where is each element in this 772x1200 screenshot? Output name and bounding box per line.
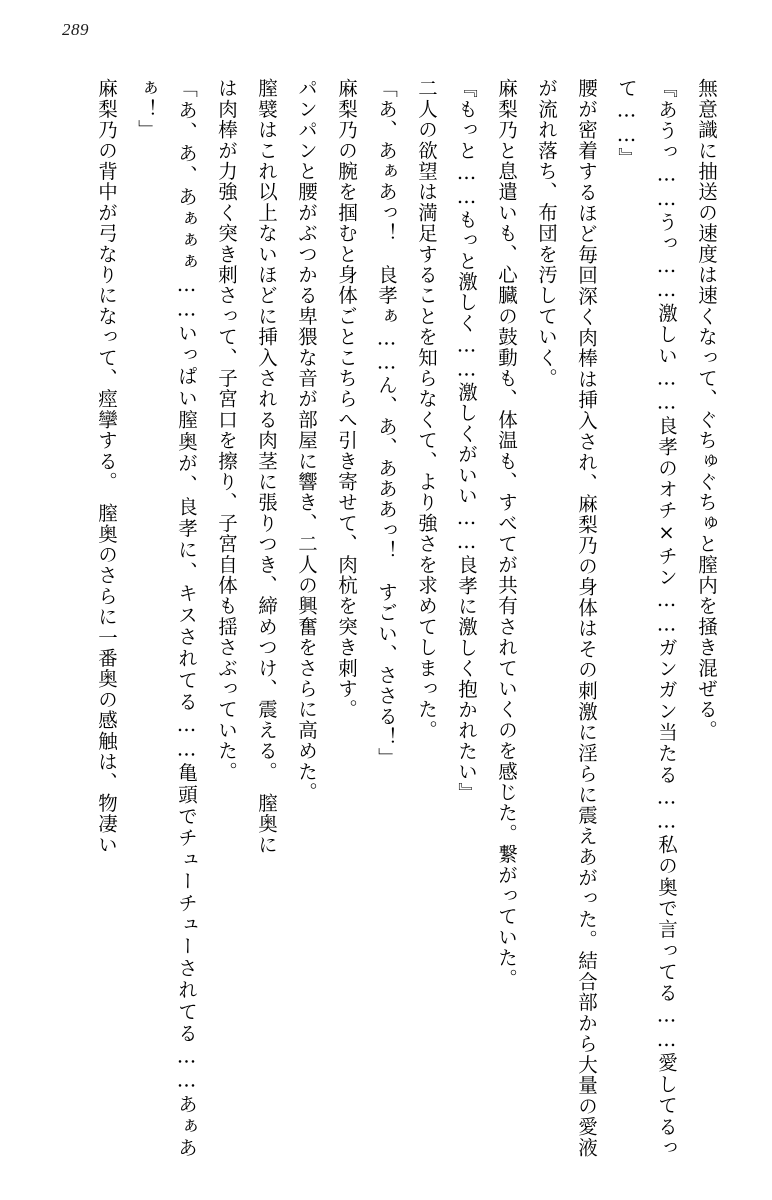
paragraph: 腰が密着するほど毎回深く肉棒は挿入され、麻梨乃の身体はその刺激に淫らに震えあがった。結合部から大量の愛液が流れ落ち、布団を汚していく。 bbox=[535, 78, 598, 1158]
paragraph: パンパンと腰がぶつかる卑猥な音が部屋に響き、二人の興奮をさらに高めた。 bbox=[295, 78, 318, 803]
paragraph: 二人の欲望は満足することを知らなくて、より強さを求めてしまった。 bbox=[415, 78, 438, 741]
paragraph: 「あ、あぁあっ！ 良孝ぁ……ん、あ、あああっ！ すごい、ささる！」 bbox=[375, 78, 398, 769]
paragraph: 『もっと……もっと激しく……激しくがいい……良孝に激しく抱かれたい』 bbox=[455, 78, 478, 803]
paragraph: 膣襞はこれ以上ないほどに挿入される肉茎に張りつき、締めつけ、震える。 膣奥に bbox=[255, 78, 278, 855]
vertical-text-body bbox=[36, 78, 726, 1158]
paragraph: 麻梨乃の背中が弓なりになって、痙攣する。 膣奥のさらに一番奥の感触は、物凄い bbox=[95, 78, 118, 855]
paragraph: 「あ、あ、あぁぁぁ……いっぱい膣奥が、良孝に、キスされてる……亀頭でチューチューされてる……あぁあぁ！」 bbox=[135, 78, 198, 1158]
paragraph: 『あうっ……うっ……激しい……良孝のオチ×チン……ガンガン当たる……私の奥で言ってる……愛してるって……』 bbox=[615, 78, 678, 1158]
page-number: 289 bbox=[62, 20, 89, 39]
paragraph: 無意識に抽送の速度は速くなって、ぐちゅぐちゅと膣内を掻き混ぜる。 bbox=[695, 78, 718, 741]
paragraph: は肉棒が力強く突き刺さって、子宮口を擦り、子宮自体も揺さぶっていた。 bbox=[215, 78, 238, 782]
paragraph: 麻梨乃の腕を掴むと身体ごとこちらへ引き寄せて、肉杭を突き刺す。 bbox=[335, 78, 358, 720]
paragraph: 麻梨乃と息遣いも、心臓の鼓動も、体温も、すべてが共有されていくのを感じた。繋がっていた。 bbox=[495, 78, 518, 989]
